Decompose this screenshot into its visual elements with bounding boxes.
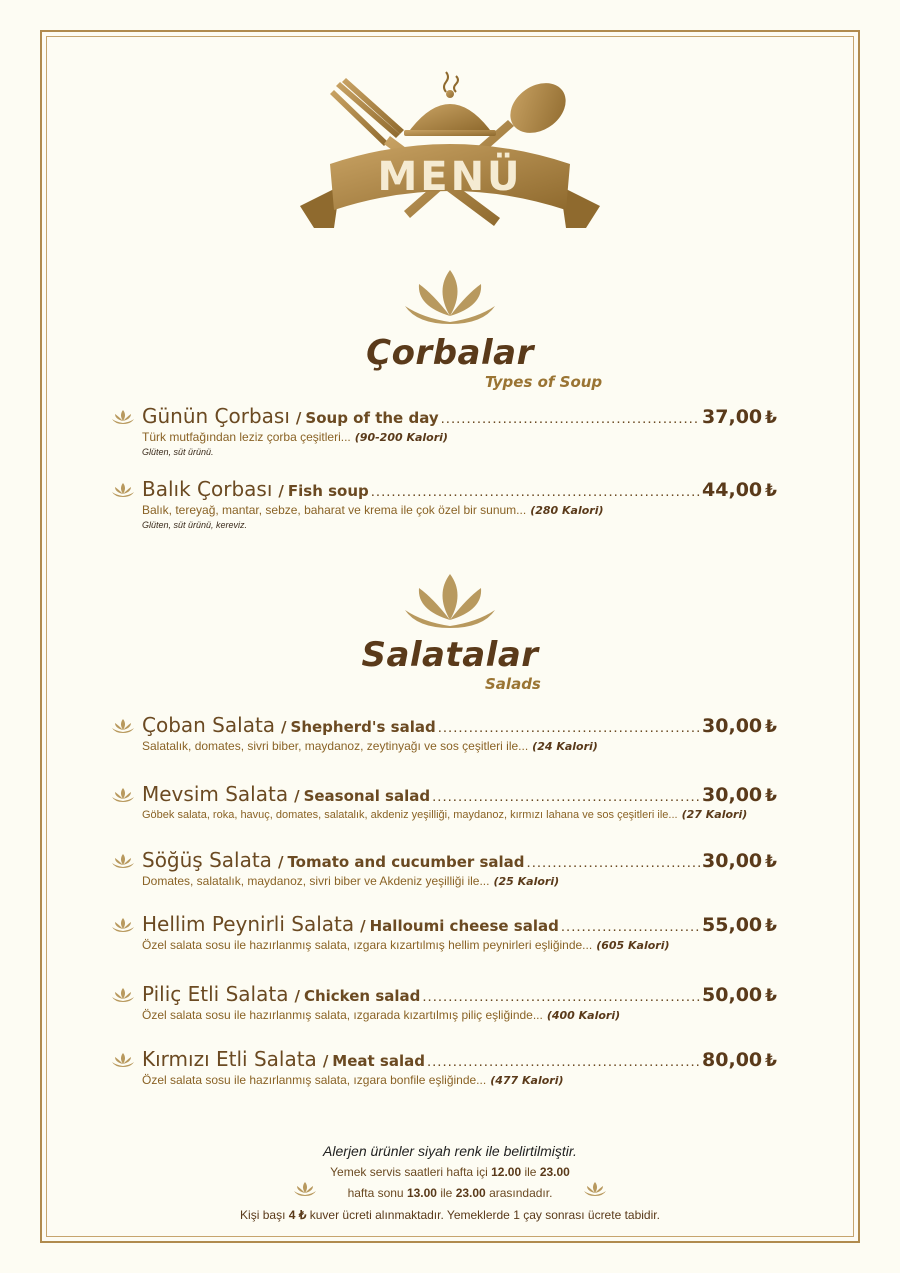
logo-text: MENÜ xyxy=(377,154,523,200)
lotus-icon xyxy=(294,1182,316,1196)
item-description: Özel salata sosu ile hazırlanmış salata, ızgara kızartılmış hellim peynirleri eşliğinde... (605 Kalori) xyxy=(142,938,670,952)
section-subtitle-soup: Types of Soup xyxy=(485,373,603,391)
item-calories: (90-200 Kalori) xyxy=(354,431,448,444)
item-calories: (24 Kalori) xyxy=(532,740,598,753)
section-title-salads: Salatalar xyxy=(361,635,539,675)
item-name-en: Shepherd's salad xyxy=(290,718,436,736)
menu-item xyxy=(112,477,812,530)
item-description: Salatalık, domates, sivri biber, maydanoz, zeytinyağı ve sos çeşitleri ile... (24 Kalori) xyxy=(142,739,598,753)
dot-leader xyxy=(432,788,700,805)
lotus-icon xyxy=(112,483,134,497)
item-price: 30,00 xyxy=(702,850,763,872)
item-description: Özel salata sosu ile hazırlanmış salata, ızgara bonfile eşliğinde... (477 Kalori) xyxy=(142,1073,564,1087)
service-hours-weekday: Yemek servis saatleri hafta içi 12.00 ile 23.00 xyxy=(330,1165,570,1179)
menu-item xyxy=(112,982,812,1022)
lotus-icon xyxy=(112,719,134,733)
dot-leader xyxy=(371,483,700,500)
item-name-tr: Günün Çorbası xyxy=(142,404,290,428)
item-description: Türk mutfağından leziz çorba çeşitleri... (90-200 Kalori) xyxy=(142,430,448,444)
item-name-tr: Çoban Salata xyxy=(142,713,276,737)
item-name-tr: Kırmızı Etli Salata xyxy=(142,1047,317,1071)
allergen-note: Alerjen ürünler siyah renk ile belirtilmiştir. xyxy=(323,1143,577,1159)
lotus-icon xyxy=(584,1182,606,1196)
lotus-icon xyxy=(112,1053,134,1067)
item-calories: (25 Kalori) xyxy=(493,875,560,888)
currency-symbol: ₺ xyxy=(765,481,777,501)
item-description: Domates, salatalık, maydanoz, sivri biber ve Akdeniz yeşilliği ile... (25 Kalori) xyxy=(142,874,560,888)
menu-item xyxy=(112,1047,812,1087)
item-calories: (477 Kalori) xyxy=(490,1074,564,1087)
item-name-tr: Piliç Etli Salata xyxy=(142,982,289,1006)
menu-item xyxy=(112,912,812,952)
separator: / xyxy=(360,917,366,935)
item-calories: (27 Kalori) xyxy=(681,808,748,821)
lotus-icon xyxy=(112,988,134,1002)
dot-leader xyxy=(441,410,700,427)
service-hours-weekend: hafta sonu 13.00 ile 23.00 arasındadır. xyxy=(347,1186,553,1200)
item-calories: (605 Kalori) xyxy=(596,939,670,952)
ribbon-banner xyxy=(300,144,600,228)
item-allergens: Glüten, süt ürünü. xyxy=(142,447,214,457)
section-subtitle-salads: Salads xyxy=(485,675,541,693)
item-price: 50,00 xyxy=(702,984,763,1006)
separator: / xyxy=(277,853,284,871)
section-title-soup: Çorbalar xyxy=(366,333,534,373)
dot-leader xyxy=(438,719,700,736)
separator: / xyxy=(295,409,302,427)
currency-symbol: ₺ xyxy=(765,786,777,806)
lotus-icon xyxy=(112,788,134,802)
currency-symbol: ₺ xyxy=(765,852,777,872)
item-description: Göbek salata, roka, havuç, domates, salatalık, akdeniz yeşilliği, maydanoz, kırmızı lahana ve sos çeşitleri ile... (27 Kalori) xyxy=(142,808,748,821)
currency-symbol: ₺ xyxy=(765,986,777,1006)
item-name-en: Soup of the day xyxy=(305,409,439,427)
separator: / xyxy=(278,482,284,500)
item-name-en: Chicken salad xyxy=(303,987,421,1005)
item-name-en: Meat salad xyxy=(332,1052,425,1070)
item-calories: (400 Kalori) xyxy=(546,1009,621,1022)
item-name-en: Halloumi cheese salad xyxy=(369,917,559,935)
menu-item xyxy=(112,782,812,821)
lotus-icon xyxy=(403,572,497,632)
item-allergens: Glüten, süt ürünü, kereviz. xyxy=(142,520,248,530)
lotus-icon xyxy=(112,854,134,868)
lotus-icon xyxy=(403,268,497,328)
separator: / xyxy=(294,787,300,805)
item-name-tr: Balık Çorbası xyxy=(142,477,273,501)
item-price: 30,00 xyxy=(702,784,763,806)
currency-symbol: ₺ xyxy=(765,1051,777,1071)
lotus-icon xyxy=(112,410,134,424)
item-name-en: Seasonal salad xyxy=(303,787,431,805)
menu-item xyxy=(112,848,812,888)
item-price: 37,00 xyxy=(702,406,763,428)
item-name-tr: Söğüş Salata xyxy=(142,848,272,872)
lotus-icon xyxy=(112,918,134,932)
dot-leader xyxy=(527,854,701,871)
item-price: 44,00 xyxy=(702,479,763,501)
separator: / xyxy=(322,1052,329,1070)
menu-logo xyxy=(300,68,600,258)
item-price: 80,00 xyxy=(702,1049,763,1071)
item-name-en: Fish soup xyxy=(287,482,369,500)
item-name-tr: Hellim Peynirli Salata xyxy=(142,912,355,936)
currency-symbol: ₺ xyxy=(765,408,777,428)
menu-item xyxy=(112,713,812,753)
item-description: Balık, tereyağ, mantar, sebze, baharat ve krema ile çok özel bir sunum... (280 Kalori) xyxy=(142,503,604,517)
item-name-tr: Mevsim Salata xyxy=(142,782,289,806)
cover-charge-note: Kişi başı 4 ₺ kuver ücreti alınmaktadır. Yemeklerde 1 çay sonrası ücrete tabidir. xyxy=(240,1208,660,1222)
currency-symbol: ₺ xyxy=(765,916,777,936)
separator: / xyxy=(281,718,287,736)
menu-item xyxy=(112,404,812,457)
cloche-icon xyxy=(404,72,496,136)
item-calories: (280 Kalori) xyxy=(530,504,604,517)
item-name-en: Tomato and cucumber salad xyxy=(287,853,525,871)
currency-symbol: ₺ xyxy=(765,717,777,737)
separator: / xyxy=(294,987,300,1005)
dot-leader xyxy=(422,988,700,1005)
item-description: Özel salata sosu ile hazırlanmış salata, ızgarada kızartılmış piliç eşliğinde... (400 Kalori) xyxy=(142,1008,621,1022)
item-price: 30,00 xyxy=(702,715,763,737)
dot-leader xyxy=(427,1053,700,1070)
item-price: 55,00 xyxy=(702,914,763,936)
dot-leader xyxy=(561,918,700,935)
